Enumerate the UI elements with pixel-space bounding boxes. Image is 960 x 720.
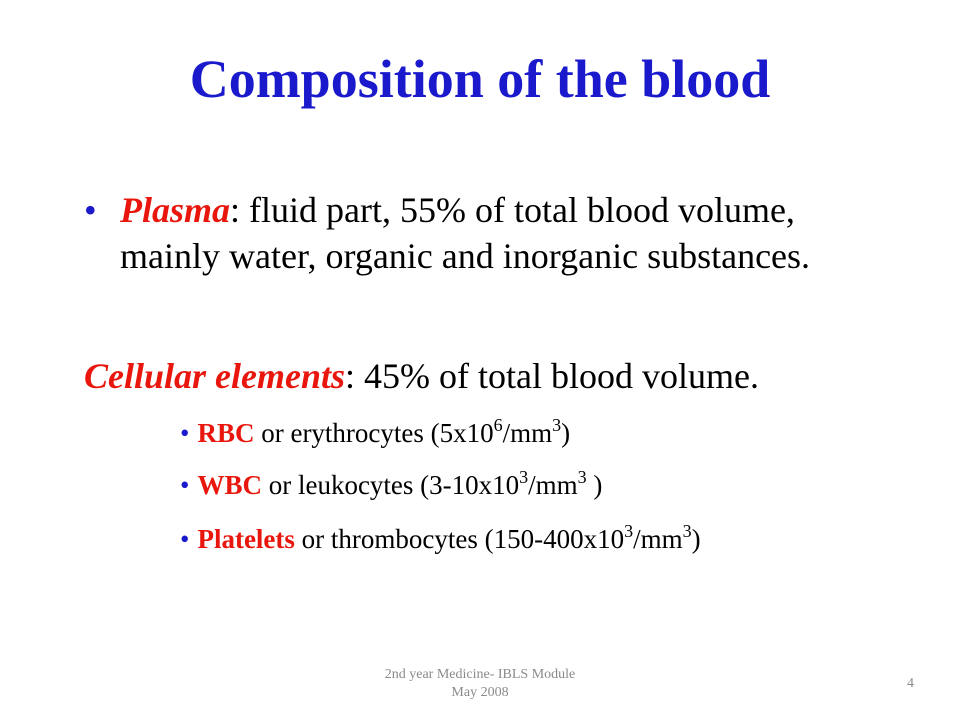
plasma-description: : fluid part, 55% of total blood volume, mainly water, organic and inorganic substances. (120, 190, 811, 276)
plasma-text (120, 187, 874, 279)
bullet-plasma (84, 187, 874, 279)
unit: /mm (633, 524, 683, 554)
unit-exponent: 3 (552, 415, 562, 435)
bullet-dot: • (180, 524, 190, 554)
bullet-dot: • (180, 470, 190, 500)
plasma-term: Plasma (120, 190, 231, 230)
page-number: 4 (907, 676, 914, 691)
footer-course: 2nd year Medicine- IBLS Module (384, 667, 576, 682)
exponent: 6 (493, 415, 503, 435)
cellular-elements-line (84, 353, 759, 399)
unit-exponent: 3 (577, 467, 587, 487)
bullet-dot: • (180, 418, 190, 448)
closing-paren: ) (586, 470, 603, 500)
unit-exponent: 3 (682, 521, 692, 541)
sub-bullet-rbc (180, 416, 570, 450)
cell-type-description: or thrombocytes (150-400x10 (294, 524, 625, 554)
sub-bullet-wbc (180, 468, 602, 502)
unit: /mm (528, 470, 578, 500)
bullet-dot: • (84, 190, 97, 230)
exponent: 3 (624, 521, 634, 541)
cellular-term: Cellular elements (84, 356, 345, 396)
slide-footer (330, 666, 630, 702)
unit: /mm (502, 418, 553, 448)
cell-type-description: or leukocytes (3-10x10 (261, 470, 520, 500)
cell-type-description: or erythrocytes (5x10 (254, 418, 494, 448)
cellular-description: : 45% of total blood volume. (345, 356, 759, 396)
sub-bullet-platelets (180, 522, 701, 556)
exponent: 3 (519, 467, 529, 487)
slide-title: Composition of the blood (189, 49, 771, 109)
cell-type-name: Platelets (197, 524, 295, 554)
cell-type-name: WBC (197, 470, 262, 500)
closing-paren: ) (691, 524, 701, 554)
closing-paren: ) (561, 418, 571, 448)
cell-type-name: RBC (197, 418, 255, 448)
footer-date: May 2008 (451, 685, 509, 700)
